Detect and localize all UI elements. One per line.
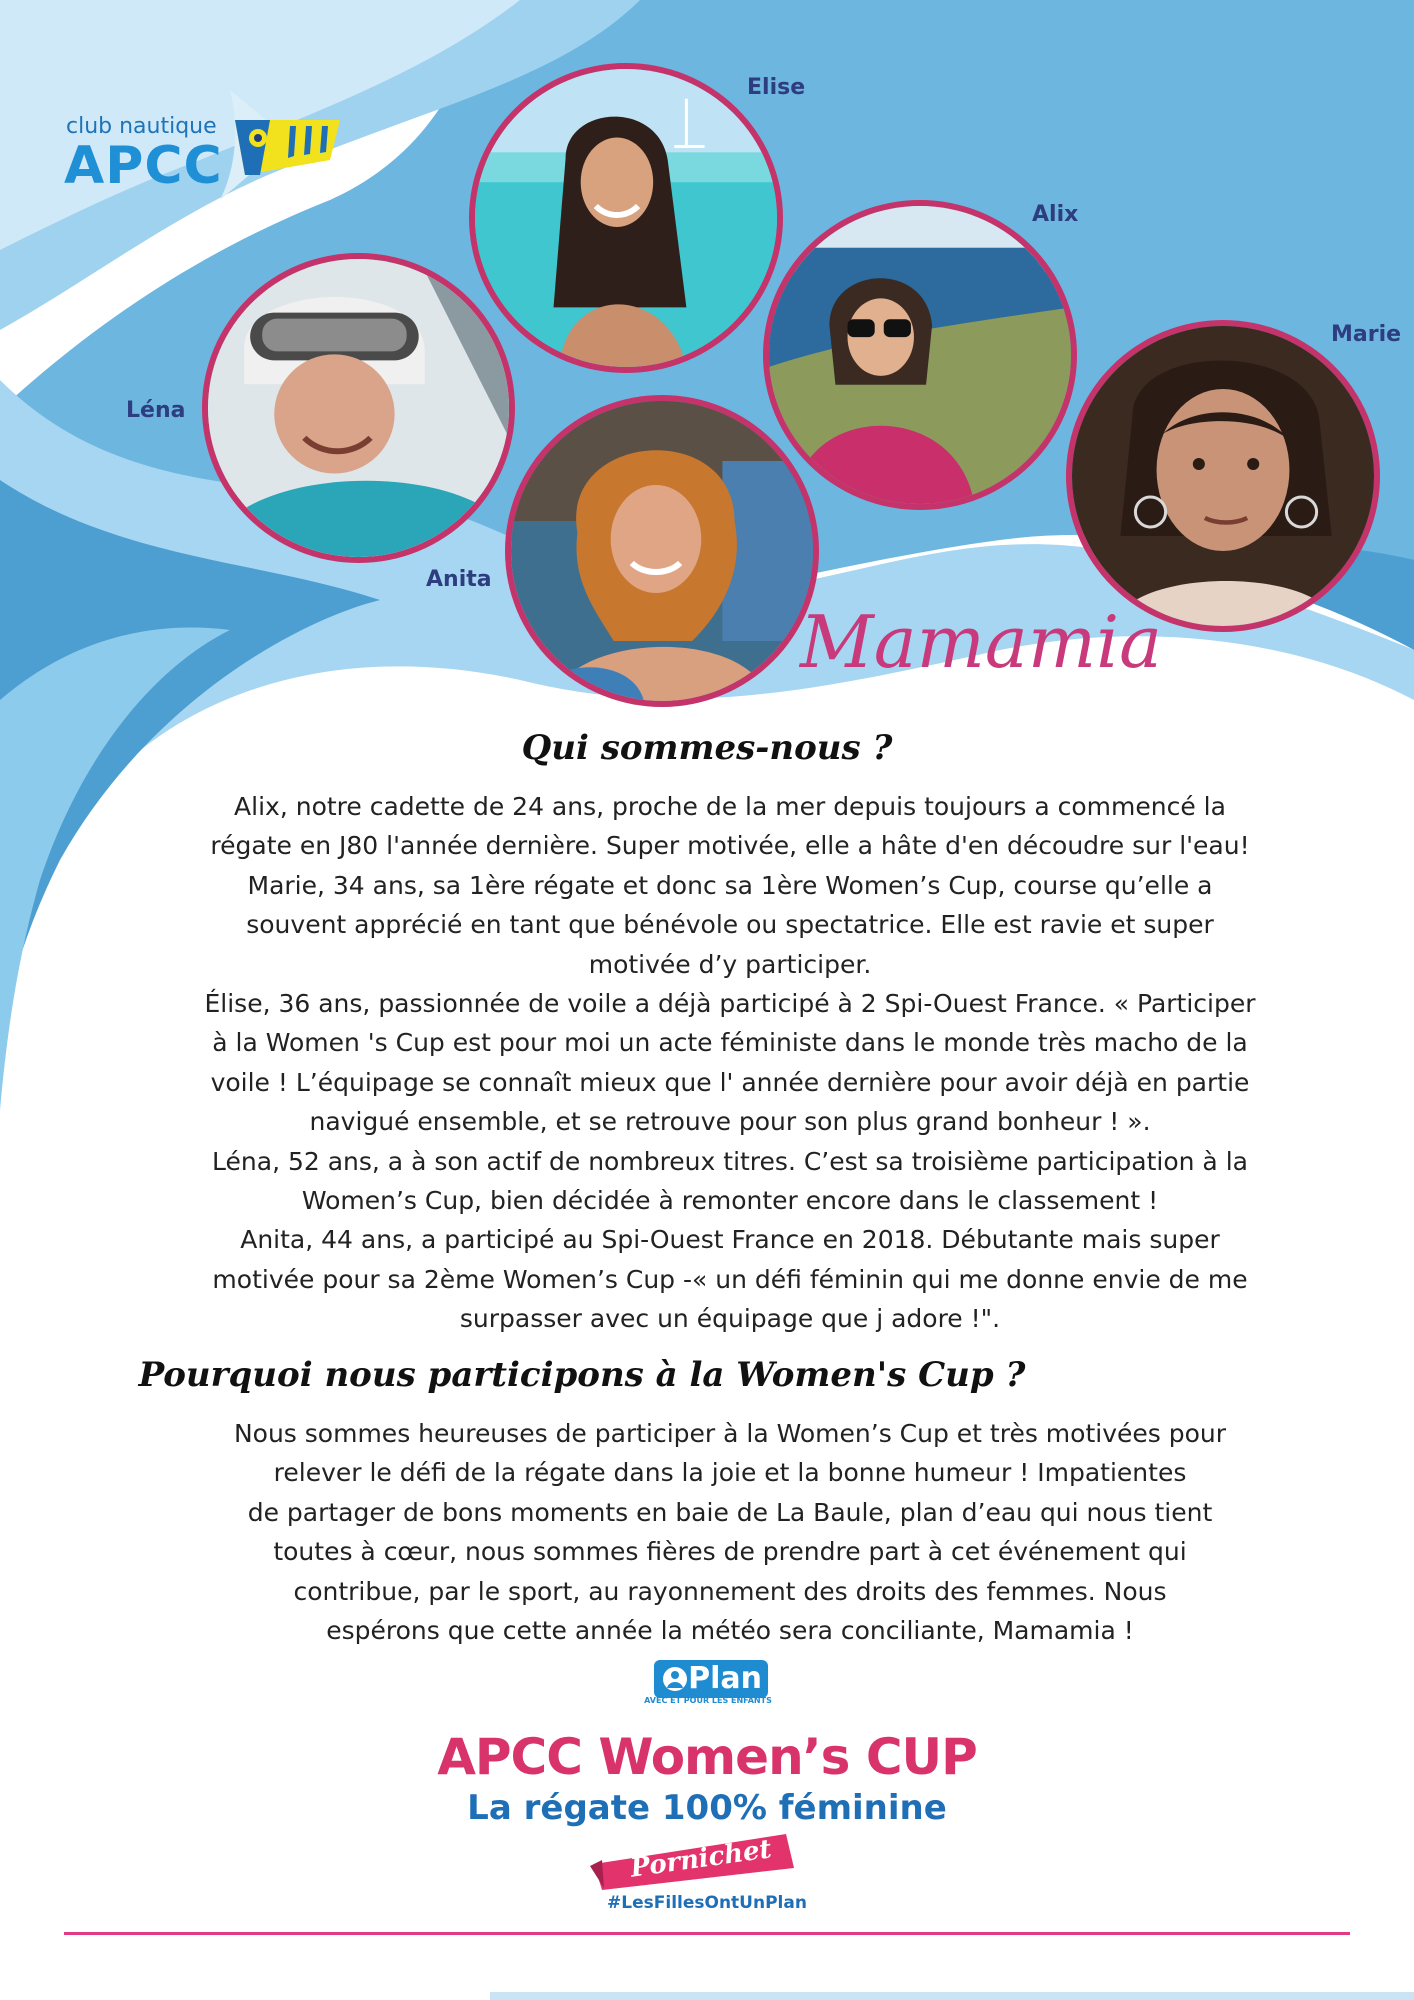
section1-line: navigué ensemble, et se retrouve pour son plus grand bonheur ! ». bbox=[309, 1107, 1151, 1137]
section1-line: Élise, 36 ans, passionnée de voile a déjà participé à 2 Spi-Ouest France. « Participer bbox=[204, 989, 1256, 1019]
section1-line: Marie, 34 ans, sa 1ère régate et donc sa 1ère Women’s Cup, course qu’elle a bbox=[247, 870, 1213, 900]
name-alix: Alix bbox=[1032, 202, 1079, 227]
plan-logo bbox=[642, 1648, 774, 1716]
section2-line: toutes à cœur, nous sommes fières de prendre part à cet événement qui bbox=[273, 1537, 1187, 1567]
photo-alix bbox=[763, 200, 1077, 510]
location-banner bbox=[590, 1830, 800, 1890]
section1-line: à la Women 's Cup est pour moi un acte féministe dans le monde très macho de la bbox=[212, 1028, 1248, 1058]
photo-lena bbox=[202, 253, 515, 563]
section1-line: surpasser avec un équipage que j adore !". bbox=[459, 1304, 1001, 1334]
name-lena: Léna bbox=[126, 398, 186, 423]
section1-line: Anita, 44 ans, a participé au Spi-Ouest France en 2018. Débutante mais super bbox=[240, 1225, 1220, 1255]
section2-body bbox=[200, 1414, 1260, 1650]
section1-line: souvent apprécié en tant que bénévole ou spectatrice. Elle est ravie et super bbox=[246, 910, 1214, 940]
section2-title: Pourquoi nous participons à la Women's Cup ? bbox=[138, 1355, 1026, 1395]
plan-tagline: AVEC ET POUR LES ENFANTS bbox=[644, 1696, 772, 1705]
section1-line: motivée d’y participer. bbox=[588, 949, 872, 979]
logo-line1: club nautique bbox=[66, 114, 217, 139]
name-anita: Anita bbox=[426, 567, 492, 592]
cup-title: APCC Women’s CUP bbox=[437, 1728, 977, 1786]
section1-line: régate en J80 l'année dernière. Super motivée, elle a hâte d'en découdre sur l'eau! bbox=[210, 831, 1250, 861]
name-marie: Marie bbox=[1331, 322, 1402, 347]
section1-line: Alix, notre cadette de 24 ans, proche de la mer depuis toujours a commencé la bbox=[234, 792, 1226, 821]
section1-line: voile ! L’équipage se connaît mieux que l' année dernière pour avoir déjà en partie bbox=[210, 1067, 1250, 1097]
cup-subtitle: La régate 100% féminine bbox=[467, 1788, 947, 1828]
divider bbox=[64, 1932, 1350, 1935]
club-logo bbox=[60, 80, 350, 210]
photo-anita bbox=[505, 395, 819, 707]
hashtag: #LesFillesOntUnPlan bbox=[607, 1893, 807, 1913]
section2-line: Nous sommes heureuses de participer à la Women’s Cup et très motivées pour bbox=[233, 1419, 1227, 1448]
section1-line: Women’s Cup, bien décidée à remonter encore dans le classement ! bbox=[301, 1186, 1159, 1216]
photo-marie bbox=[1066, 320, 1380, 632]
plan-word: Plan bbox=[654, 1660, 768, 1698]
section2-line: de partager de bons moments en baie de La Baule, plan d’eau qui nous tient bbox=[247, 1497, 1213, 1527]
photo-elise bbox=[469, 63, 783, 373]
section2-line: contribue, par le sport, au rayonnement des droits des femmes. Nous bbox=[293, 1576, 1167, 1606]
section2-line: relever le défi de la régate dans la joie et la bonne humeur ! Impatientes bbox=[273, 1458, 1187, 1488]
section1-title: Qui sommes-nous ? bbox=[521, 728, 893, 768]
team-name: Mamamia bbox=[800, 600, 1163, 684]
section2-line: espérons que cette année la météo sera conciliante, Mamamia ! bbox=[326, 1616, 1134, 1646]
logo-line2: APCC bbox=[64, 136, 223, 196]
plan-figure-icon bbox=[662, 1666, 688, 1692]
section1-line: Léna, 52 ans, a à son actif de nombreux titres. C’est sa troisième participation à la bbox=[212, 1146, 1248, 1176]
section1-body bbox=[150, 787, 1310, 1339]
name-elise: Elise bbox=[747, 75, 806, 100]
section1-line: motivée pour sa 2ème Women’s Cup -« un défi féminin qui me donne envie de me bbox=[212, 1264, 1248, 1294]
location-text: Pornichet bbox=[628, 1834, 774, 1884]
